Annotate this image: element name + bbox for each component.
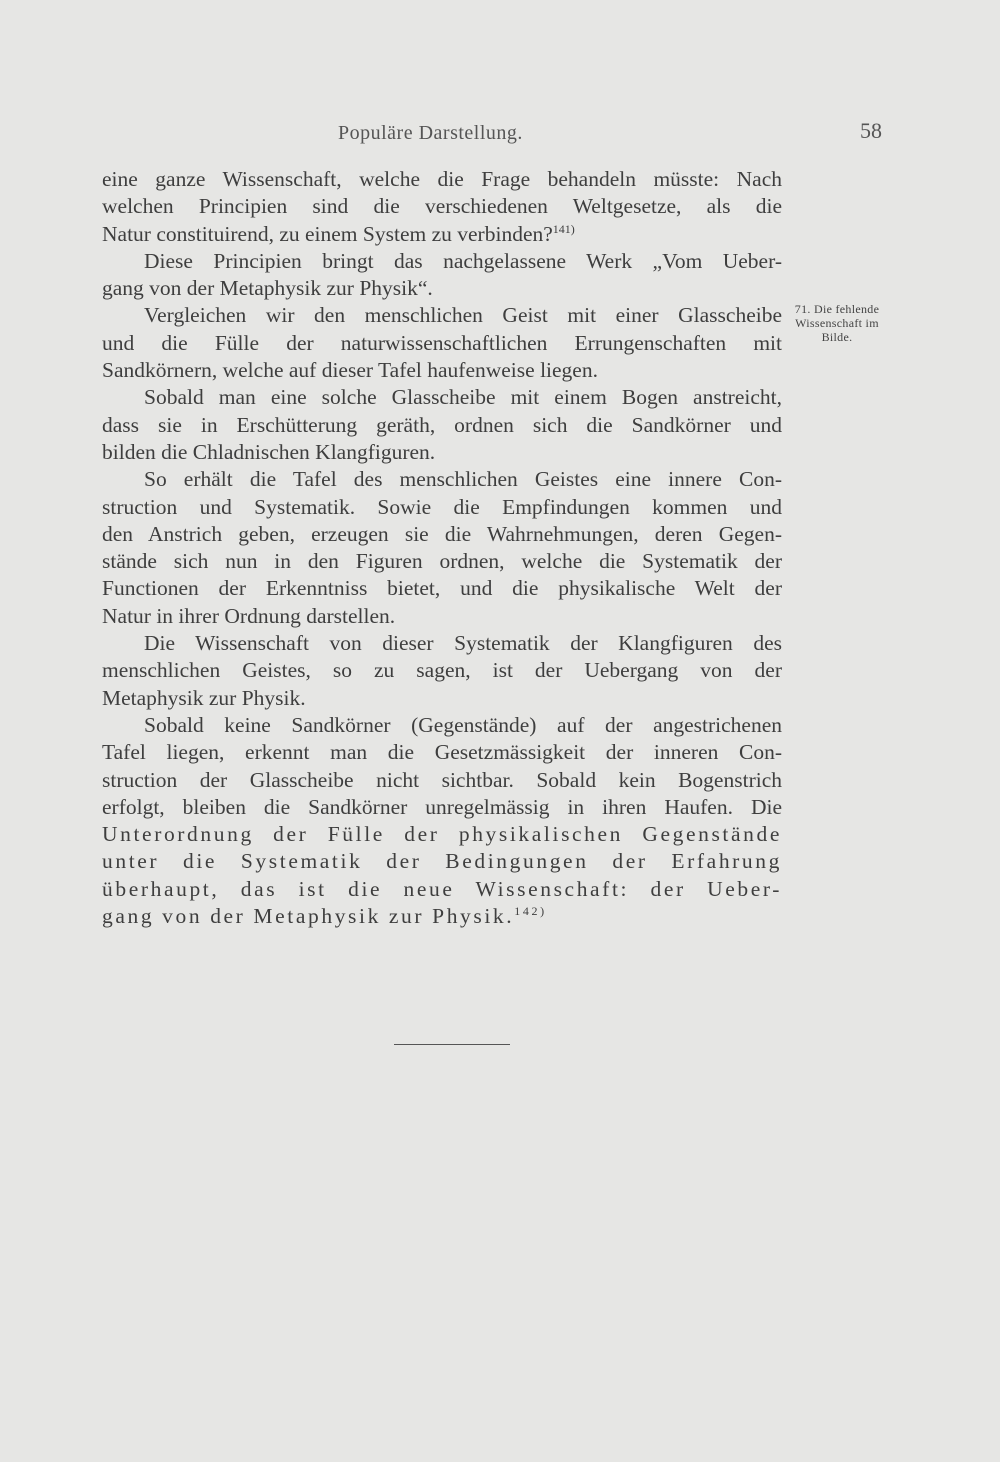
- text-line-spaced: Unterordnung der Fülle der physikalischen Gegenstände: [102, 822, 782, 847]
- text-line: welchen Principien sind die verschiedenen Weltgesetze, als die: [102, 194, 782, 219]
- text-line: Die Wissenschaft von dieser Systematik der Klangfiguren des: [144, 631, 782, 656]
- text-line: bilden die Chladnischen Klangfiguren.: [102, 439, 436, 464]
- text-line: [102, 221, 782, 248]
- text-line: Sobald keine Sandkörner (Gegenstände) auf der angestrichenen: [144, 712, 782, 737]
- text-line-content: gang von der Metaphysik zur Physik.: [102, 904, 515, 929]
- running-head-title: Populäre Darstellung.: [338, 122, 523, 144]
- text-line: Vergleichen wir den menschlichen Geist mit einer Glasscheibe: [144, 303, 782, 328]
- text-line: menschlichen Geistes, so zu sagen, ist der Uebergang von der: [102, 658, 782, 683]
- text-line: Sandkörnern, welche auf dieser Tafel haufenweise liegen.: [102, 358, 598, 383]
- marginal-note-line: [777, 302, 897, 316]
- text-line: eine ganze Wissenschaft, welche die Frage behandeln müsste: Nach: [102, 167, 782, 191]
- marginal-note-line: Bilde.: [821, 330, 853, 344]
- end-rule: [394, 1044, 510, 1045]
- running-head: [0, 118, 1000, 152]
- text-line: gang von der Metaphysik zur Physik“.: [102, 276, 433, 301]
- text-line-spaced: [102, 903, 782, 930]
- text-line: Diese Principien bringt das nachgelassene Werk „Vom Ueber-: [144, 248, 782, 273]
- text-line-spaced: überhaupt, das ist die neue Wissenschaft: der Ueber-: [102, 876, 782, 901]
- footnote-ref: 142): [514, 903, 547, 918]
- text-line-content: Natur constituirend, zu einem System zu verbinden?: [102, 221, 553, 246]
- marginal-note-line: Wissenschaft im: [795, 316, 879, 330]
- text-line: Tafel liegen, erkennt man die Gesetzmässigkeit der inneren Con-: [102, 740, 782, 765]
- text-line: Metaphysik zur Physik.: [102, 685, 306, 710]
- body-text: [102, 166, 782, 930]
- text-line: struction und Systematik. Sowie die Empfindungen kommen und: [102, 494, 782, 519]
- marginal-note-number: 71.: [794, 302, 811, 316]
- text-line: den Anstrich geben, erzeugen sie die Wahrnehmungen, deren Gegen-: [102, 521, 782, 546]
- text-line: und die Fülle der naturwissenschaftlichen Errungenschaften mit: [102, 330, 782, 355]
- text-line: Natur in ihrer Ordnung darstellen.: [102, 603, 396, 628]
- text-line: dass sie in Erschütterung geräth, ordnen sich die Sandkörner und: [102, 412, 782, 437]
- footnote-ref: 141): [552, 221, 575, 236]
- text-line: Sobald man eine solche Glasscheibe mit einem Bogen anstreicht,: [144, 385, 782, 410]
- text-line: So erhält die Tafel des menschlichen Geistes eine innere Con-: [144, 467, 782, 492]
- text-line: Functionen der Erkenntniss bietet, und die physikalische Welt der: [102, 576, 782, 601]
- text-line: stände sich nun in den Figuren ordnen, welche die Systematik der: [102, 549, 782, 574]
- page-number: 58: [860, 118, 882, 143]
- text-line: struction der Glasscheibe nicht sichtbar. Sobald kein Bogenstrich: [102, 767, 782, 792]
- marginal-note: [777, 302, 897, 344]
- text-line: erfolgt, bleiben die Sandkörner unregelmässig in ihren Haufen. Die: [102, 794, 782, 819]
- text-line-spaced: unter die Systematik der Bedingungen der Erfahrung: [102, 849, 782, 874]
- marginal-note-text: Die fehlende: [813, 302, 880, 316]
